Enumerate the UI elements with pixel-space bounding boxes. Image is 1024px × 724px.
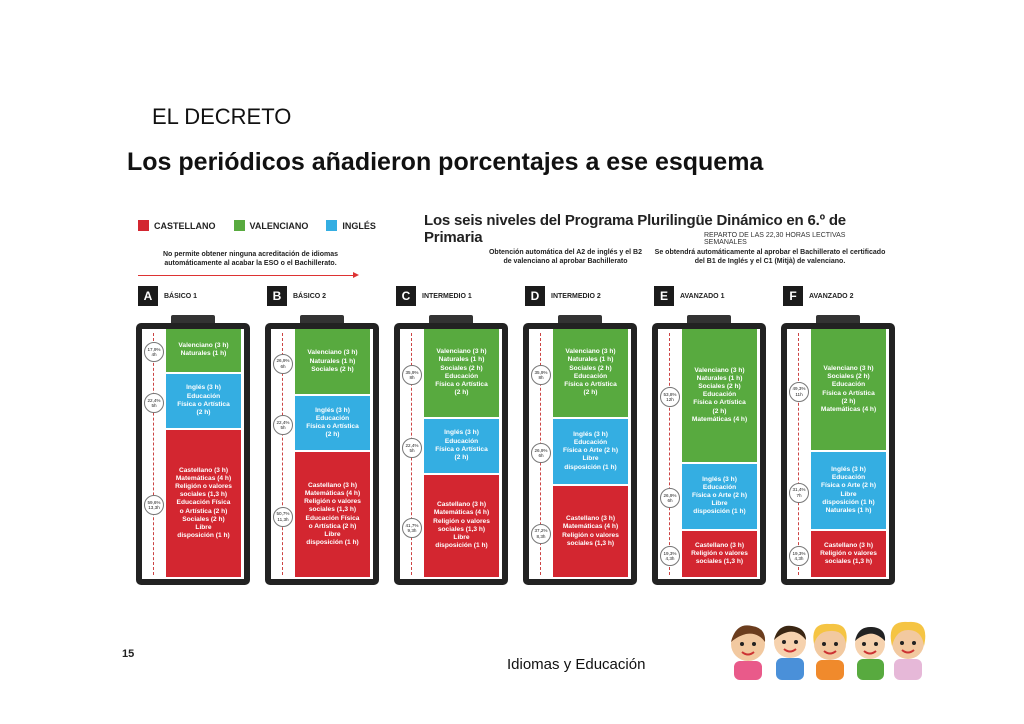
hours-label-ingles-b: 5h [280, 425, 286, 431]
hours-label-valenciano-d: 8h [538, 374, 544, 380]
segment-valenciano-b: Valenciano (3 h) Naturales (1 h) Sociales (2 h) [295, 329, 370, 394]
level-name-d: INTERMEDIO 2 [551, 292, 601, 300]
percent-badge-castellano-f [789, 546, 809, 566]
legend-label-castellano: CASTELLANO [154, 220, 216, 231]
level-name-a: BÁSICO 1 [164, 292, 198, 300]
percent-badge-castellano-c [402, 518, 422, 538]
percentage-scale-line-e [669, 333, 670, 575]
hours-label-ingles-c: 5h [409, 447, 415, 453]
percent-label-valenciano-d: 35,9% [534, 369, 548, 375]
chart-subtitle: REPARTO DE LAS 22,30 HORAS LECTIVAS SEMANALES [704, 232, 846, 246]
percent-label-castellano-f: 19,3% [792, 550, 806, 556]
percent-badge-ingles-a [144, 393, 164, 413]
note-intermediate-levels: Obtención automática del A2 de inglés y el B2 de valenciano al aprobar Bachillerato [488, 249, 642, 265]
segment-valenciano-f: Valenciano (3 h) Sociales (2 h) Educación Física o Artística (2 h) Matemáticas (4 h) [811, 329, 886, 450]
hours-label-castellano-b: 11,3h [277, 516, 289, 522]
percent-badge-castellano-b [273, 507, 293, 527]
level-letter-a: A [138, 286, 158, 306]
percent-badge-valenciano-d [531, 365, 551, 385]
legend-item-ingles [326, 220, 376, 231]
legend-label-valenciano: VALENCIANO [249, 220, 309, 231]
legend-swatch-castellano [138, 220, 149, 231]
percent-badge-valenciano-a [144, 342, 164, 362]
level-name-c: INTERMEDIO 1 [422, 292, 472, 300]
battery-a [136, 323, 250, 585]
battery-cap-f [816, 315, 860, 323]
battery-body-d [529, 329, 631, 579]
battery-f [781, 323, 895, 585]
legend-item-castellano [138, 220, 216, 231]
percent-badge-castellano-e [660, 546, 680, 566]
percentage-scale-line-a [153, 333, 154, 575]
legend-swatch-ingles [326, 220, 337, 231]
level-header-d [525, 286, 601, 306]
level-header-e [654, 286, 724, 306]
level-header-c [396, 286, 472, 306]
segment-ingles-e: Inglés (3 h) Educación Física o Arte (2 h) Libre disposición (1 h) [682, 464, 757, 529]
hours-label-castellano-e: 4,3h [665, 555, 675, 561]
level-name-f: AVANZADO 2 [809, 292, 854, 300]
hours-label-ingles-e: 6h [667, 498, 673, 504]
children-illustration-icon [718, 616, 930, 680]
segment-castellano-b: Castellano (3 h) Matemáticas (4 h) Religión o valores sociales (1,3 h) Educación Física o Artística (2 h) Libre disposición (1 h) [295, 452, 370, 577]
segment-valenciano-e: Valenciano (3 h) Naturales (1 h) Sociales (2 h) Educación Física o Artística (2 h) Matemáticas (4 h) [682, 329, 757, 462]
percent-label-castellano-b: 50,7% [276, 511, 290, 517]
footer-text: Idiomas y Educación [507, 656, 646, 673]
level-name-e: AVANZADO 1 [680, 292, 725, 300]
battery-cap-b [300, 315, 344, 323]
percent-label-valenciano-f: 49,3% [792, 386, 806, 392]
segment-castellano-e: Castellano (3 h) Religión o valores sociales (1,3 h) [682, 531, 757, 577]
battery-b [265, 323, 379, 585]
level-letter-f: F [783, 286, 803, 306]
hours-label-valenciano-c: 8h [409, 374, 415, 380]
battery-e [652, 323, 766, 585]
percent-badge-ingles-f [789, 483, 809, 503]
hours-label-ingles-a: 5h [151, 402, 157, 408]
hours-label-valenciano-a: 4h [151, 352, 157, 358]
hours-label-valenciano-b: 6h [280, 363, 286, 369]
hours-label-castellano-c: 9,3h [407, 527, 417, 533]
segment-ingles-b: Inglés (3 h) Educación Física o Artística (2 h) [295, 396, 370, 450]
slide-section-label: EL DECRETO [152, 104, 292, 129]
level-letter-b: B [267, 286, 287, 306]
hours-label-castellano-a: 13,3h [148, 505, 160, 511]
percent-badge-ingles-d [531, 443, 551, 463]
note-advanced-levels: Se obtendrá automáticamente al aprobar el Bachillerato el certificado del B1 de Inglés y el C1 (Mitjà) de valenciano. [654, 249, 886, 265]
percent-label-castellano-d: 37,2% [534, 528, 548, 534]
segment-ingles-a: Inglés (3 h) Educación Física o Artística (2 h) [166, 374, 241, 428]
percent-label-valenciano-c: 35,9% [405, 369, 419, 375]
battery-cap-d [558, 315, 602, 323]
battery-d [523, 323, 637, 585]
percent-badge-valenciano-e [660, 387, 680, 407]
hours-label-castellano-d: 8,3h [536, 533, 546, 539]
hours-label-valenciano-f: 11h [795, 391, 803, 397]
note-basic-levels: No permite obtener ninguna acreditación de idiomas automáticamente al acabar la ESO o el Bachillerato. [162, 251, 339, 267]
level-header-a [138, 286, 197, 306]
hours-label-ingles-d: 6h [538, 453, 544, 459]
percent-label-ingles-c: 22,4% [405, 442, 419, 448]
segment-castellano-c: Castellano (3 h) Matemáticas (4 h) Religión o valores sociales (1,3 h) Libre disposición (1 h) [424, 475, 499, 577]
segment-valenciano-a: Valenciano (3 h) Naturales (1 h) [166, 329, 241, 372]
percentage-scale-line-f [798, 333, 799, 575]
segment-ingles-d: Inglés (3 h) Educación Física o Arte (2 h) Libre disposición (1 h) [553, 419, 628, 484]
slide-title: Los periódicos añadieron porcentajes a ese esquema [127, 148, 764, 176]
battery-c [394, 323, 508, 585]
percent-badge-castellano-d [531, 524, 551, 544]
level-letter-d: D [525, 286, 545, 306]
legend-item-valenciano [234, 220, 309, 231]
percent-label-ingles-e: 26,9% [663, 492, 677, 498]
percent-badge-ingles-b [273, 415, 293, 435]
battery-cap-a [171, 315, 215, 323]
battery-body-f [787, 329, 889, 579]
level-header-b [267, 286, 326, 306]
hours-label-ingles-f: 7h [796, 492, 802, 498]
infographic-chart [128, 208, 890, 593]
percent-label-castellano-c: 41,7% [405, 522, 419, 528]
percent-label-valenciano-e: 53,8% [663, 392, 677, 398]
percent-badge-ingles-c [402, 438, 422, 458]
segment-castellano-a: Castellano (3 h) Matemáticas (4 h) Religión o valores sociales (1,3 h) Educación Física o Artística (2 h) Sociales (2 h) Libre disposición (1 h) [166, 430, 241, 577]
battery-body-c [400, 329, 502, 579]
percent-label-ingles-f: 31,4% [792, 487, 806, 493]
level-header-f [783, 286, 853, 306]
percent-badge-valenciano-f [789, 382, 809, 402]
battery-body-a [142, 329, 244, 579]
percent-label-castellano-a: 59,6% [147, 500, 161, 506]
segment-castellano-d: Castellano (3 h) Matemáticas (4 h) Religión o valores sociales (1,3 h) [553, 486, 628, 577]
percent-badge-valenciano-b [273, 354, 293, 374]
hours-label-valenciano-e: 12h [666, 397, 674, 403]
percent-badge-valenciano-c [402, 365, 422, 385]
percent-label-ingles-d: 26,9% [534, 448, 548, 454]
level-letter-e: E [654, 286, 674, 306]
legend-label-ingles: INGLÉS [342, 220, 376, 231]
segment-ingles-c: Inglés (3 h) Educación Física o Artística (2 h) [424, 419, 499, 473]
battery-cap-e [687, 315, 731, 323]
percent-badge-castellano-a [144, 495, 164, 515]
segment-valenciano-c: Valenciano (3 h) Naturales (1 h) Sociales (2 h) Educación Física o Artística (2 h) [424, 329, 499, 417]
percent-label-valenciano-b: 26,9% [276, 358, 290, 364]
chart-title: Los seis niveles del Programa Plurilingüe Dinámico en 6.º de Primaria [424, 212, 846, 246]
percent-label-ingles-b: 22,4% [276, 420, 290, 426]
battery-cap-c [429, 315, 473, 323]
arrow-basic-levels [138, 275, 354, 276]
segment-ingles-f: Inglés (3 h) Educación Física o Arte (2 h) Libre disposición (1 h) Naturales (1 h) [811, 452, 886, 529]
page-number: 15 [122, 648, 135, 660]
segment-castellano-f: Castellano (3 h) Religión o valores sociales (1,3 h) [811, 531, 886, 577]
segment-valenciano-d: Valenciano (3 h) Naturales (1 h) Sociales (2 h) Educación Física o Artística (2 h) [553, 329, 628, 417]
level-letter-c: C [396, 286, 416, 306]
battery-body-b [271, 329, 373, 579]
percent-label-castellano-e: 19,3% [663, 550, 677, 556]
percent-badge-ingles-e [660, 488, 680, 508]
hours-label-castellano-f: 4,3h [794, 555, 804, 561]
percent-label-valenciano-a: 17,9% [147, 347, 161, 353]
percent-label-ingles-a: 22,4% [147, 397, 161, 403]
battery-body-e [658, 329, 760, 579]
legend-swatch-valenciano [234, 220, 245, 231]
level-name-b: BÁSICO 2 [293, 292, 327, 300]
chart-legend [138, 220, 376, 231]
